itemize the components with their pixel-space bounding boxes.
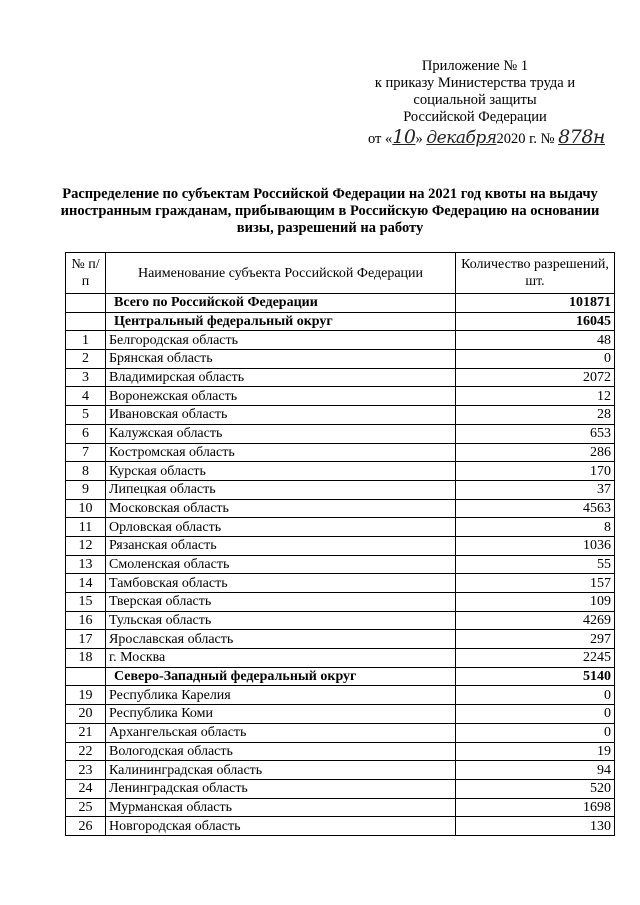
row-region-name: Курская область: [106, 462, 456, 481]
table-row: [66, 798, 615, 817]
table-row: [66, 350, 615, 369]
row-permit-count: 2245: [456, 649, 615, 668]
row-number: 13: [66, 555, 106, 574]
row-region-name: Северо-Западный федеральный округ: [106, 667, 456, 686]
row-region-name: Белгородская область: [106, 331, 456, 350]
table-row: [66, 536, 615, 555]
row-region-name: Калининградская область: [106, 761, 456, 780]
row-permit-count: 37: [456, 480, 615, 499]
row-region-name: Тамбовская область: [106, 574, 456, 593]
row-number: 21: [66, 723, 106, 742]
row-number: 22: [66, 742, 106, 761]
row-permit-count: 2072: [456, 368, 615, 387]
row-permit-count: 1036: [456, 536, 615, 555]
row-number: 18: [66, 649, 106, 668]
row-number: 10: [66, 499, 106, 518]
order-date-line: [368, 126, 618, 148]
table-row: [66, 462, 615, 481]
row-number: 4: [66, 387, 106, 406]
table-row: [66, 817, 615, 836]
row-permit-count: 16045: [456, 312, 615, 331]
row-region-name: Новгородская область: [106, 817, 456, 836]
row-region-name: Липецкая область: [106, 480, 456, 499]
row-region-name: Калужская область: [106, 424, 456, 443]
row-number: [66, 312, 106, 331]
row-number: 3: [66, 368, 106, 387]
table-row: [66, 761, 615, 780]
date-prefix: от «: [368, 131, 393, 147]
row-number: 17: [66, 630, 106, 649]
row-number: 26: [66, 817, 106, 836]
row-number: [66, 294, 106, 313]
row-permit-count: 653: [456, 424, 615, 443]
header-num: № п/п: [66, 253, 106, 294]
row-permit-count: 0: [456, 686, 615, 705]
row-permit-count: 297: [456, 630, 615, 649]
row-number: 7: [66, 443, 106, 462]
table-row: [66, 742, 615, 761]
table-row: [66, 611, 615, 630]
row-region-name: Ленинградская область: [106, 779, 456, 798]
row-permit-count: 170: [456, 462, 615, 481]
table-row: [66, 406, 615, 425]
row-number: 23: [66, 761, 106, 780]
row-permit-count: 0: [456, 723, 615, 742]
row-permit-count: 94: [456, 761, 615, 780]
row-permit-count: 48: [456, 331, 615, 350]
table-row: [66, 443, 615, 462]
row-region-name: Брянская область: [106, 350, 456, 369]
table-row: [66, 499, 615, 518]
table-subtotal-row: [66, 312, 615, 331]
row-number: [66, 667, 106, 686]
order-reference-line-2: социальной защиты: [413, 92, 537, 108]
row-region-name: Тверская область: [106, 593, 456, 612]
table-row: [66, 686, 615, 705]
row-permit-count: 12: [456, 387, 615, 406]
row-permit-count: 286: [456, 443, 615, 462]
row-permit-count: 55: [456, 555, 615, 574]
header-name: Наименование субъекта Российской Федерации: [106, 253, 456, 294]
handwritten-order-number: 878н: [558, 126, 605, 148]
row-permit-count: 4563: [456, 499, 615, 518]
row-number: 11: [66, 518, 106, 537]
row-region-name: Архангельская область: [106, 723, 456, 742]
row-region-name: Всего по Российской Федерации: [106, 294, 456, 313]
row-permit-count: 4269: [456, 611, 615, 630]
row-region-name: Республика Карелия: [106, 686, 456, 705]
row-permit-count: 28: [456, 406, 615, 425]
row-permit-count: 130: [456, 817, 615, 836]
handwritten-month: декабря: [426, 128, 497, 148]
row-number: 20: [66, 705, 106, 724]
row-number: 24: [66, 779, 106, 798]
row-permit-count: 5140: [456, 667, 615, 686]
row-number: 19: [66, 686, 106, 705]
row-permit-count: 520: [456, 779, 615, 798]
row-region-name: г. Москва: [106, 649, 456, 668]
row-permit-count: 101871: [456, 294, 615, 313]
handwritten-day: 10: [392, 126, 416, 148]
table-row: [66, 723, 615, 742]
row-number: 9: [66, 480, 106, 499]
header-value: Количество разрешений, шт.: [456, 253, 615, 294]
row-region-name: Ярославская область: [106, 630, 456, 649]
table-row: [66, 630, 615, 649]
row-region-name: Рязанская область: [106, 536, 456, 555]
table-row: [66, 331, 615, 350]
row-region-name: Костромская область: [106, 443, 456, 462]
table-row: [66, 555, 615, 574]
row-number: 15: [66, 593, 106, 612]
row-number: 5: [66, 406, 106, 425]
table-row: [66, 574, 615, 593]
row-permit-count: 0: [456, 705, 615, 724]
table-row: [66, 705, 615, 724]
order-reference-line-3: Российской Федерации: [403, 109, 547, 125]
row-region-name: Ивановская область: [106, 406, 456, 425]
table-row: [66, 518, 615, 537]
table-body: [66, 294, 615, 836]
row-number: 16: [66, 611, 106, 630]
row-number: 14: [66, 574, 106, 593]
row-number: 8: [66, 462, 106, 481]
appendix-label: Приложение № 1: [421, 58, 529, 74]
row-permit-count: 0: [456, 350, 615, 369]
row-region-name: Тульская область: [106, 611, 456, 630]
table-row: [66, 368, 615, 387]
table-row: [66, 779, 615, 798]
row-number: 25: [66, 798, 106, 817]
row-permit-count: 1698: [456, 798, 615, 817]
document-title: Распределение по субъектам Российской Федерации на 2021 год квоты на выдачу иностранным гражданам, прибывающим в Российскую Федерацию на основании визы, разрешений на работу: [60, 186, 600, 236]
row-permit-count: 157: [456, 574, 615, 593]
row-region-name: Московская область: [106, 499, 456, 518]
table-subtotal-row: [66, 294, 615, 313]
row-region-name: Мурманская область: [106, 798, 456, 817]
row-region-name: Орловская область: [106, 518, 456, 537]
table-header-row: [66, 253, 615, 294]
table-row: [66, 593, 615, 612]
table-row: [66, 424, 615, 443]
appendix-header: [350, 58, 600, 126]
row-region-name: Воронежская область: [106, 387, 456, 406]
table-row: [66, 387, 615, 406]
row-permit-count: 8: [456, 518, 615, 537]
row-region-name: Вологодская область: [106, 742, 456, 761]
row-number: 6: [66, 424, 106, 443]
order-reference-line-1: к приказу Министерства труда и: [374, 75, 576, 91]
row-number: 2: [66, 350, 106, 369]
date-mid: »: [415, 131, 427, 147]
row-number: 12: [66, 536, 106, 555]
table-row: [66, 480, 615, 499]
row-region-name: Смоленская область: [106, 555, 456, 574]
row-permit-count: 19: [456, 742, 615, 761]
row-permit-count: 109: [456, 593, 615, 612]
table-subtotal-row: [66, 667, 615, 686]
row-number: 1: [66, 331, 106, 350]
quota-table: [65, 252, 615, 836]
row-region-name: Владимирская область: [106, 368, 456, 387]
row-region-name: Республика Коми: [106, 705, 456, 724]
table-row: [66, 649, 615, 668]
date-year: 2020 г. №: [496, 131, 555, 147]
row-region-name: Центральный федеральный округ: [106, 312, 456, 331]
